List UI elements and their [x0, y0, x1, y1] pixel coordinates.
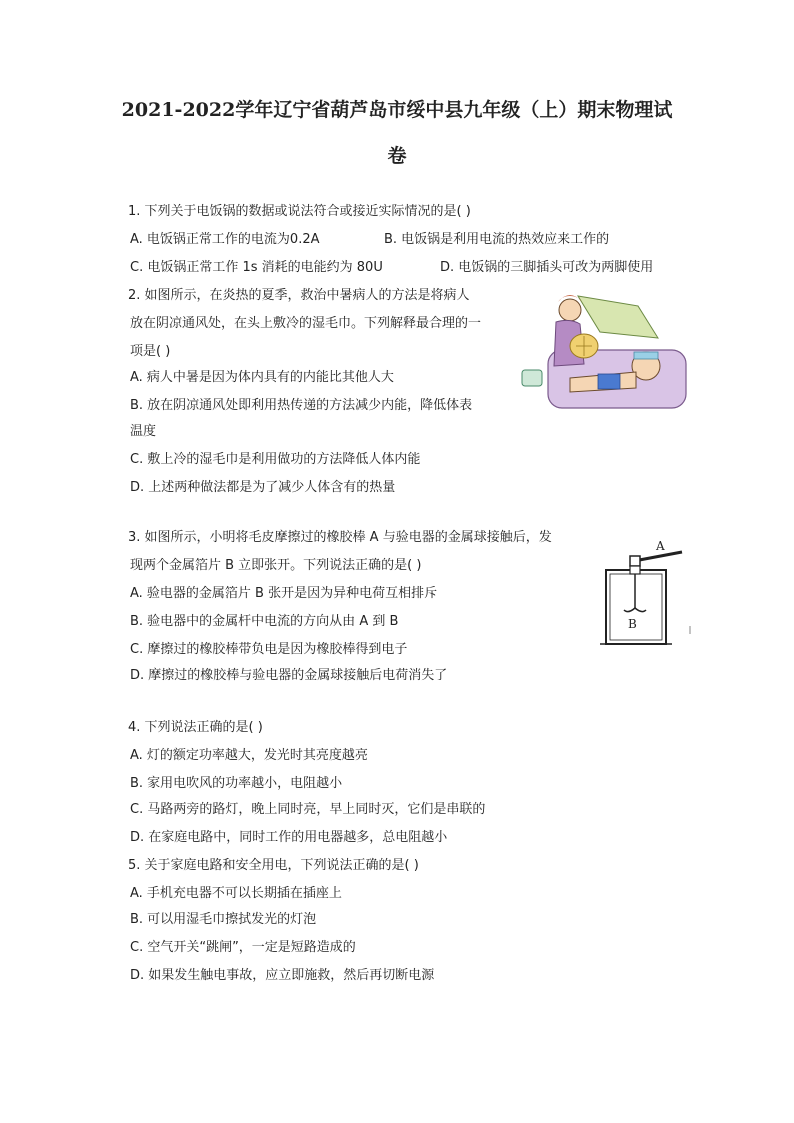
- rod-label-a: A: [656, 539, 665, 553]
- question-4-option-c: C. 马路两旁的路灯，晚上同时亮，早上同时灭，它们是串联的: [130, 802, 486, 817]
- caregiver-head: [559, 299, 581, 321]
- patient-shorts: [598, 374, 620, 389]
- curtain-shape: [578, 296, 658, 338]
- question-1-option-d: D. 电饭锅的三脚插头可改为两脚使用: [440, 260, 654, 275]
- question-2-option-a: A. 病人中暑是因为体内具有的内能比其他人大: [130, 370, 394, 385]
- question-5-option-b: B. 可以用湿毛巾擦拭发光的灯泡: [130, 912, 317, 927]
- question-3-stem-line-1: 3. 如图所示，小明将毛皮摩擦过的橡胶棒 A 与验电器的金属球接触后，发: [128, 530, 552, 545]
- question-3-option-b: B. 验电器中的金属杆中电流的方向从由 A 到 B: [130, 614, 399, 629]
- question-5-stem: 5. 关于家庭电路和安全用电，下列说法正确的是( ): [128, 858, 419, 873]
- question-1-option-b: B. 电饭锅是利用电流的热效应来工作的: [384, 232, 610, 247]
- wet-towel-shape: [634, 352, 658, 359]
- question-2-option-b: B. 放在阴凉通风处即利用热传递的方法减少内能，降低体表: [130, 398, 473, 413]
- electroscope-case: [606, 570, 666, 644]
- electroscope-illustration: [594, 536, 694, 666]
- question-2-option-b-continued: 温度: [130, 424, 157, 439]
- question-1-stem: 1. 下列关于电饭锅的数据或说法符合或接近实际情况的是( ): [128, 204, 471, 219]
- question-4-option-b: B. 家用电吹风的功率越小，电阻越小: [130, 776, 343, 791]
- question-4-option-a: A. 灯的额定功率越大，发光时其亮度越亮: [130, 748, 368, 763]
- question-2-stem-line-1: 2. 如图所示，在炎热的夏季，救治中暑病人的方法是将病人: [128, 288, 470, 303]
- rubber-rod-shape: [634, 552, 682, 561]
- question-1-option-c: C. 电饭锅正常工作 1s 消耗的电能约为 80U: [130, 260, 383, 275]
- question-3-stem-line-2: 现两个金属箔片 B 立即张开。下列说法正确的是( ): [130, 558, 422, 573]
- heatstroke-illustration: [518, 288, 688, 414]
- page-title-continued: 卷: [387, 145, 407, 167]
- question-2-stem-line-2: 放在阴凉通风处，在头上敷冷的湿毛巾。下列解释最合理的一: [130, 316, 482, 331]
- question-4-option-d: D. 在家庭电路中，同时工作的用电器越多，总电阻越小: [130, 830, 448, 845]
- metal-ball-shape: [630, 556, 640, 566]
- question-1-option-a: A. 电饭锅正常工作的电流为0.2A: [130, 232, 320, 247]
- question-4-stem: 4. 下列说法正确的是( ): [128, 720, 263, 735]
- question-5-option-a: A. 手机充电器不可以长期插在插座上: [130, 886, 342, 901]
- question-2-stem-line-3: 项是( ): [130, 344, 171, 359]
- bucket-shape: [522, 370, 542, 386]
- question-5-option-c: C. 空气开关“跳闸”，一定是短路造成的: [130, 940, 356, 955]
- question-5-option-d: D. 如果发生触电事故，应立即施救，然后再切断电源: [130, 968, 435, 983]
- leaf-label-b: B: [628, 617, 637, 631]
- question-2-option-c: C. 敷上冷的湿毛巾是利用做功的方法降低人体内能: [130, 452, 421, 467]
- question-3-option-c: C. 摩擦过的橡胶棒带负电是因为橡胶棒得到电子: [130, 642, 408, 657]
- page-title: 2021-2022学年辽宁省葫芦岛市绥中县九年级（上）期末物理试: [121, 99, 673, 121]
- question-2-option-d: D. 上述两种做法都是为了减少人体含有的热量: [130, 480, 396, 495]
- question-3-option-d: D. 摩擦过的橡胶棒与验电器的金属球接触后电荷消失了: [130, 668, 448, 683]
- question-3-option-a: A. 验电器的金属箔片 B 张开是因为异种电荷互相排斥: [130, 586, 438, 601]
